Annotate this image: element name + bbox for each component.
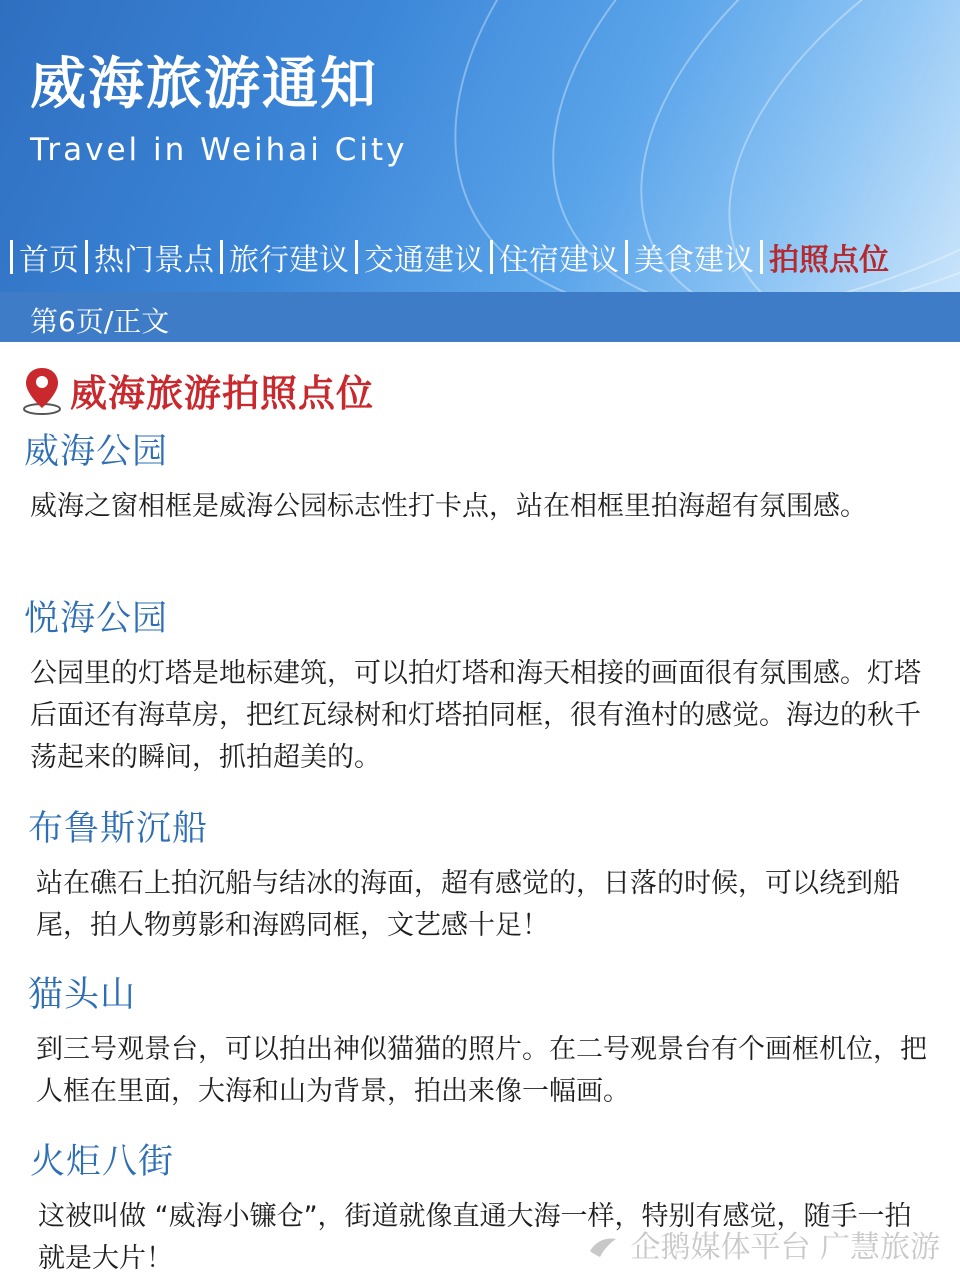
spot-title: 猫头山: [28, 975, 137, 1015]
nav-separator: [10, 240, 13, 274]
spot-weihai-park: [0, 424, 960, 528]
nav-item-travel-tips[interactable]: 旅行建议: [229, 243, 349, 278]
spot-title: 威海公园: [24, 432, 169, 472]
nav-separator: [355, 240, 358, 274]
location-pin-icon: [20, 364, 64, 416]
spot-description: 公园里的灯塔是地标建筑，可以拍灯塔和海天相接的画面很有氛围感。灯塔后面还有海草房，把红瓦绿树和灯塔拍同框，很有渔村的感觉。海边的秋千荡起来的瞬间，抓拍超美的。: [30, 658, 921, 773]
spot-title: 布鲁斯沉船: [28, 809, 209, 849]
site-subtitle: Travel in Weihai City: [30, 132, 408, 168]
nav-item-photo-spots[interactable]: 拍照点位: [769, 243, 889, 278]
spot-description: 站在礁石上拍沉船与结冰的海面，超有感觉的，日落的时候，可以绕到船尾，拍人物剪影和海鸥同框，文艺感十足！: [36, 868, 900, 941]
spot-bruce-shipwreck: [0, 801, 960, 947]
spot-description: 到三号观景台，可以拍出神似猫猫的照片。在二号观景台有个画框机位，把人框在里面，大海和山为背景，拍出来像一幅画。: [36, 1034, 927, 1107]
nav-separator: [220, 240, 223, 274]
spot-maotou-mountain: [0, 967, 960, 1113]
header-banner: [0, 0, 960, 292]
page-indicator: 第6页/正文: [30, 305, 170, 338]
page-indicator-bar: [0, 292, 960, 342]
section-title: 威海旅游拍照点位: [70, 372, 374, 415]
spot-title: 火炬八街: [30, 1142, 175, 1182]
nav-item-food-tips[interactable]: 美食建议: [634, 243, 754, 278]
nav-separator: [760, 240, 763, 274]
watermark-text: 企鹅媒体平台 广慧旅游: [630, 1230, 940, 1265]
penguin-logo-icon: [586, 1227, 620, 1261]
nav-item-lodging-tips[interactable]: 住宿建议: [499, 243, 619, 278]
site-title: 威海旅游通知: [30, 52, 378, 117]
nav-item-transport-tips[interactable]: 交通建议: [364, 243, 484, 278]
nav-separator: [490, 240, 493, 274]
spot-title: 悦海公园: [24, 599, 169, 639]
spot-yuehai-park: [0, 591, 960, 779]
spot-description: 威海之窗相框是威海公园标志性打卡点，站在相框里拍海超有氛围感。: [30, 491, 867, 522]
watermark: [586, 1224, 940, 1264]
nav-separator: [85, 240, 88, 274]
nav-item-home[interactable]: 首页: [19, 243, 79, 278]
section-heading: [20, 362, 374, 418]
nav-separator: [625, 240, 628, 274]
nav-item-hot-spots[interactable]: 热门景点: [94, 243, 214, 278]
nav-bar: [6, 234, 960, 280]
spot-description: 这被叫做 “威海小镰仓”，街道就像直通大海一样，特别有感觉，随手一拍就是大片！: [38, 1201, 912, 1274]
